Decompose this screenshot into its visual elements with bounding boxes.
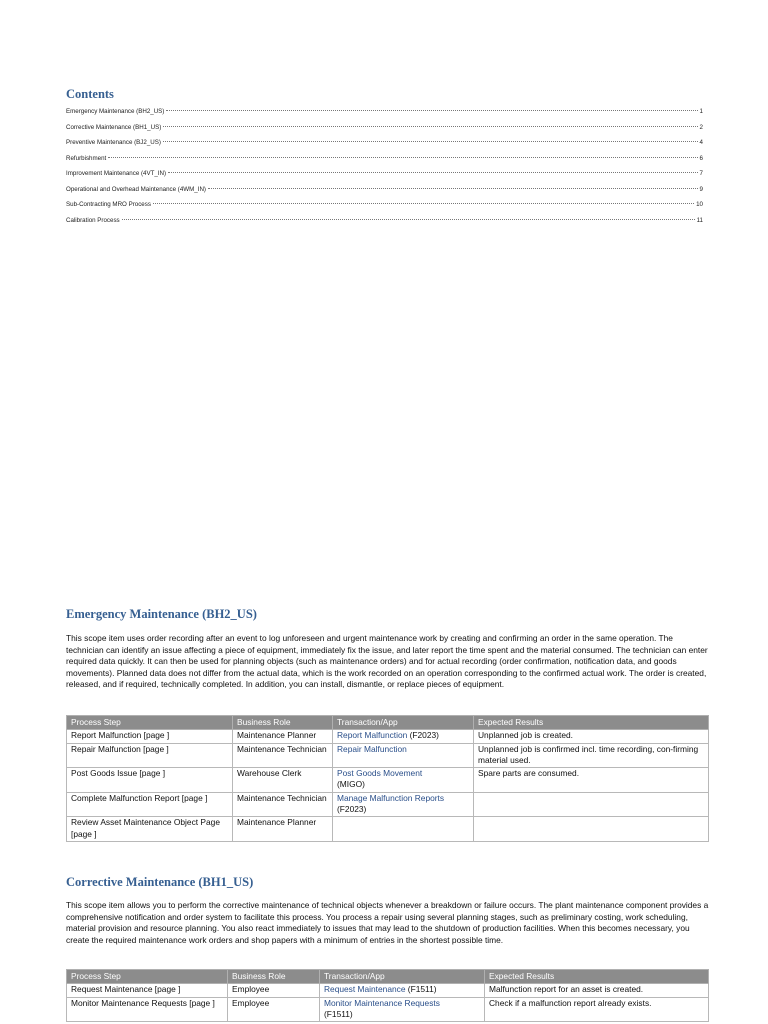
app-code: (F2023): [407, 730, 439, 741]
transaction-cell: [333, 817, 474, 842]
toc-entry-page: 11: [696, 216, 703, 224]
app-code: (MIGO): [337, 779, 365, 790]
table-row: [67, 997, 709, 1022]
toc-entry[interactable]: [66, 155, 703, 171]
app-link[interactable]: Post Goods Movement: [337, 768, 423, 779]
expected-result-cell: Unplanned job is confirmed incl. time recording, con-firming material used.: [474, 743, 709, 768]
toc-leader-dots: [168, 172, 697, 173]
toc-leader-dots: [208, 188, 698, 189]
expected-result-cell: Check if a malfunction report already exists.: [485, 997, 709, 1022]
app-link[interactable]: Repair Malfunction: [337, 743, 407, 754]
toc-entry[interactable]: [66, 201, 703, 217]
expected-result-cell: Unplanned job is created.: [474, 730, 709, 743]
toc-entry[interactable]: [66, 124, 703, 140]
toc-entry-title: Sub-Contracting MRO Process: [66, 201, 151, 208]
expected-result-cell: [474, 792, 709, 817]
section-paragraph: This scope item uses order recording after an event to log unforeseen and urgent maintenance work by creating and confirming an order in the same operation. The technician can identify an issue affecting a piece of equipment, immediately fix the issue, and later report the time spent and the material consumed. The technician can enter required data quickly. It can then be used for planning objects (such as maintenance orders) and for actual recording (order confirmation, notification data, and goods movements). Planned data does not differ from the actual data, which is the work recorded on an operation corresponding to the confirmed actual work. The order is created, released, and if required, technically completed. In addition, you can install, dismantle, or replace pieces of equipment.: [66, 633, 708, 690]
toc-leader-dots: [166, 110, 697, 111]
business-role-cell: Warehouse Clerk: [233, 768, 333, 793]
process-step-cell: Report Malfunction [page ]: [67, 730, 233, 743]
toc-entry[interactable]: [66, 217, 703, 233]
table-row: [67, 730, 709, 743]
process-table-corrective: [66, 969, 709, 1022]
expected-result-cell: Spare parts are consumed.: [474, 768, 709, 793]
section-heading-emergency-maintenance: [66, 607, 257, 622]
heading-code: (BH1_US): [198, 875, 254, 889]
toc-entry-page: 1: [699, 108, 703, 115]
table-row: [67, 792, 709, 817]
app-code: (F1511): [324, 1008, 353, 1019]
transaction-cell: [333, 792, 474, 817]
section-paragraph: This scope item allows you to perform the corrective maintenance of technical objects whenever a breakdown or failure occurs. The plant maintenance component provides a comprehensive notification and order system to facilitate this process. You process a repair using several planning stages, such as preliminary costing, work scheduling, material provision and resource planning. You also react immediately to issues that may lead to the shutdown of production facilities. When this becomes necessary, you create the required maintenance work orders and shop papers with a minimum of entries in the shortest possible time.: [66, 900, 709, 945]
business-role-cell: Maintenance Technician: [233, 792, 333, 817]
toc-entry-page: 6: [699, 154, 703, 162]
toc-entry-page: 10: [696, 201, 703, 208]
transaction-cell: [333, 768, 474, 793]
toc-entry-page: 2: [699, 123, 703, 131]
process-step-cell: Review Asset Maintenance Object Page [page ]: [67, 817, 233, 842]
toc-entry-title: Improvement Maintenance (4VT_IN): [66, 170, 167, 177]
transaction-cell: [333, 743, 474, 768]
process-step-cell: Post Goods Issue [page ]: [67, 768, 233, 793]
app-link[interactable]: Monitor Maintenance Requests: [324, 997, 440, 1008]
toc-entry-title: Preventive Maintenance (BJ2_US): [66, 139, 161, 146]
column-header: Process Step: [67, 970, 228, 984]
toc-entry-page: 7: [699, 170, 703, 177]
app-link[interactable]: Request Maintenance: [324, 984, 406, 995]
business-role-cell: Maintenance Planner: [233, 730, 333, 743]
process-table-emergency: [66, 715, 709, 842]
column-header: Business Role: [228, 970, 320, 984]
toc-leader-dots: [163, 141, 698, 142]
toc-leader-dots: [153, 203, 694, 204]
transaction-cell: [320, 984, 485, 997]
table-row: [67, 984, 709, 997]
toc-entry-page: 9: [699, 185, 703, 193]
table-of-contents: [66, 108, 703, 232]
toc-leader-dots: [163, 126, 697, 127]
toc-entry-title: Operational and Overhead Maintenance (4WM_IN): [66, 185, 206, 193]
table-row: [67, 743, 709, 768]
business-role-cell: Employee: [228, 984, 320, 997]
toc-entry[interactable]: [66, 108, 703, 124]
app-link[interactable]: Manage Malfunction Reports: [337, 792, 445, 803]
table-header-row: [67, 970, 709, 984]
toc-entry[interactable]: [66, 170, 703, 186]
toc-entry-title: Calibration Process: [66, 216, 120, 224]
table-header-row: [67, 716, 709, 730]
business-role-cell: Employee: [228, 997, 320, 1022]
process-step-cell: Complete Malfunction Report [page ]: [67, 792, 233, 817]
section-heading-corrective-maintenance: [66, 875, 253, 890]
business-role-cell: Maintenance Planner: [233, 817, 333, 842]
transaction-cell: [333, 730, 474, 743]
toc-entry[interactable]: [66, 186, 703, 202]
heading-text: Corrective Maintenance: [66, 875, 199, 889]
column-header: Transaction/App: [333, 716, 474, 730]
heading-text: Emergency Maintenance: [66, 607, 203, 621]
table-row: [67, 768, 709, 793]
column-header: Process Step: [67, 716, 233, 730]
column-header: Transaction/App: [320, 970, 485, 984]
process-step-cell: Request Maintenance [page ]: [67, 984, 228, 997]
toc-leader-dots: [108, 157, 697, 158]
toc-title: Contents: [66, 87, 114, 101]
heading-code: (BH2_US): [202, 607, 257, 621]
process-step-cell: Repair Malfunction [page ]: [67, 743, 233, 768]
column-header: Expected Results: [474, 716, 709, 730]
toc-entry-title: Corrective Maintenance (BH1_US): [66, 123, 162, 131]
toc-entry-title: Refurbishment: [66, 154, 107, 162]
table-row: [67, 817, 709, 842]
column-header: Business Role: [233, 716, 333, 730]
toc-leader-dots: [122, 219, 695, 220]
toc-entry-page: 4: [699, 139, 703, 146]
app-code: (F2023): [337, 804, 367, 815]
process-step-cell: Monitor Maintenance Requests [page ]: [67, 997, 228, 1022]
column-header: Expected Results: [485, 970, 709, 984]
app-link[interactable]: Report Malfunction: [337, 730, 408, 741]
toc-entry-title: Emergency Maintenance (BH2_US): [66, 108, 165, 115]
expected-result-cell: [474, 817, 709, 842]
business-role-cell: Maintenance Technician: [233, 743, 333, 768]
toc-entry[interactable]: [66, 139, 703, 155]
transaction-cell: [320, 997, 485, 1022]
expected-result-cell: Malfunction report for an asset is created.: [485, 984, 709, 997]
app-code: (F1511): [405, 984, 437, 995]
